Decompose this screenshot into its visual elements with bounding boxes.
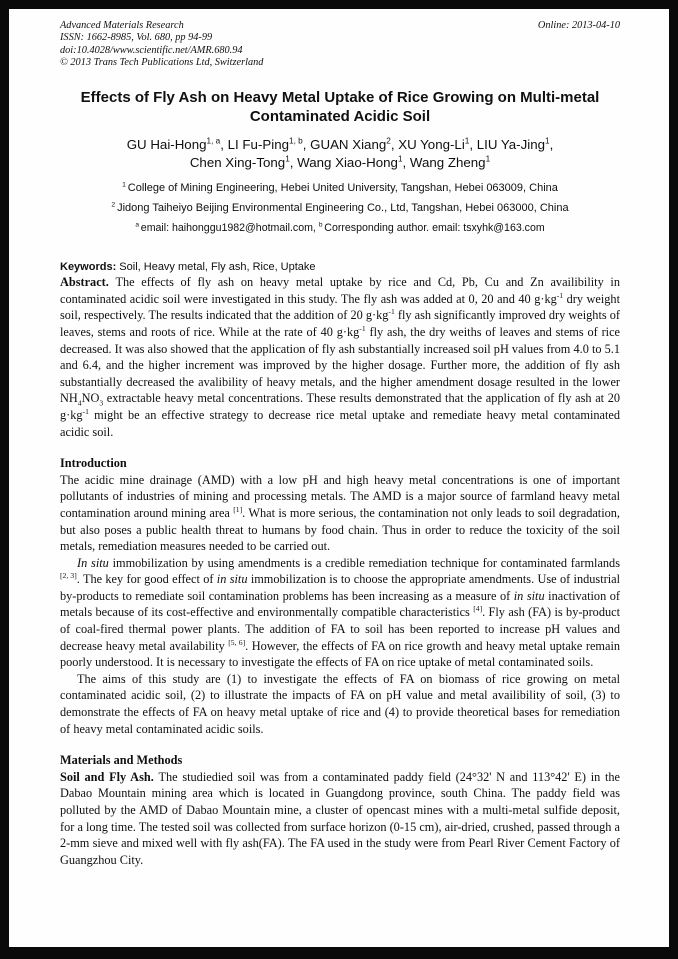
online-date: Online: 2013-04-10 <box>537 20 620 31</box>
section-heading-introduction: Introduction <box>60 456 127 471</box>
authors-block <box>60 136 620 172</box>
email-line: $^a$ email: haihonggu1982@hotmail.com, $^b$ Corresponding author. email: tsxyhk@163.com <box>135 221 545 235</box>
journal-header <box>60 20 620 69</box>
intro-paragraph-1: The acidic mine drainage (AMD) with a low pH and high heavy metal concentrations is one of important pollutants of industries of mining and processing metals. The AMD is a major source of farmland heavy metal contamination around mining area [1]. What is more serious, the contamination not only leads to soil degradation, but also poses a public health threat to humans by food chain. Thus in order to reduce the toxicity of the soil metals, remediation measures needed to be carried out. <box>60 472 620 554</box>
issn-line: ISSN: 1662-8985, Vol. 680, pp 94-99 <box>60 32 213 44</box>
affiliation-2: $^2$ Jidong Taiheiyo Beijing Environmental Engineering Co., Ltd, Tangshan, Hebei 063000, China <box>111 201 569 215</box>
affiliation-1: $^1$ College of Mining Engineering, Hebei United University, Tangshan, Hebei 063009, China <box>122 181 558 195</box>
intro-paragraph-3: The aims of this study are (1) to investigate the effects of FA on biomass of rice growing on metal contaminated acidic soil, (2) to illustrate the impacts of FA on pH value and metal availibility of soil, (3) to demonstrate the effects of FA on heavy metal uptake of rice and (4) to provide theoretical bases for remediation of heavy metal contaminated acidic soils. <box>60 671 620 736</box>
journal-name: Advanced Materials Research <box>60 20 184 31</box>
doi-line: doi:10.4028/www.scientific.net/AMR.680.94 <box>60 44 243 56</box>
materials-paragraph-1: Soil and Fly Ash. The studiedied soil was from a contaminated paddy field (24°32' N and 113°42' E) in the Dabao Mountain mining area which is located in Guangdong province, south China. The paddy field was polluted by the AMD of Dabao Mountain mine, a cluster of opencast mines with a multi-metal sulfide deposit, for a long time. The tested soil was collected from surface horizon (0-15 cm), air-dried, crushed, passed through a 2-mm sieve and mixed well with fly ash(FA). The FA used in the study were from Pearl River Cement Factory of Guangzhou City. <box>60 769 620 867</box>
intro-paragraph-2: In situ immobilization by using amendments is a credible remediation technique for contaminated farmlands [2, 3]. The key for good effect of in situ immobilization is to choose the appropriate amendments. Use of industrial by-products to remediate soil contamination problems has been increasing as a measure of in situ inactivation of metals because of its cost-effective and environmentally compatible characteristics [4]. Fly ash (FA) is by-product of coal-fired thermal power plants. The addition of FA to soil has been reported to increase pH values and decrease heavy metal availability [5, 6]. However, the effects of FA on rice growth and heavy metal uptake remain poorly understood. It is necessary to investigate the effects of FA on rice uptake of metal contaminated soils. <box>60 555 621 670</box>
copyright-line: © 2013 Trans Tech Publications Ltd, Switzerland <box>60 56 264 68</box>
section-heading-materials: Materials and Methods <box>60 753 183 768</box>
paper-page <box>9 9 669 947</box>
authors-line-2: Chen Xing-Tong$^1$, Wang Xiao-Hong$^1$, Wang Zheng$^1$ <box>189 154 491 171</box>
authors-line-1: GU Hai-Hong$^{1, a}$, LI Fu-Ping$^{1, b}$, GUAN Xiang$^2$, XU Yong-Li$^1$, LIU Ya-Jing$^1$, <box>126 136 554 153</box>
abstract-paragraph: Abstract. The effects of fly ash on heavy metal uptake by rice and Cd, Pb, Cu and Zn availibility in contaminated acidic soil were investigated in this study. The fly ash was added at 0, 20 and 40 $g\cdot kg^{-1}$ dry weight soil, respectively. The results indicated that the addition of 20 $g\cdot kg^{-1}$ fly ash significantly improved dry weights of leaves, stems and roots of rice. While at the rate of 40 $g\cdot kg^{-1}$ fly ash, the dry weiths of leaves and stems of rice decreased. It was also showed that the application of fly ash substantially increased soil pH values from 4.0 to 5.1 and 6.4, and the higher increment was improved by the higher dosage. Further more, the addition of fly ash substantially decreased the avalibility of heavy metals, and the higher amendment dosage resulted in the lower $NH_4NO_3$ extractable heavy metal concentrations. These results demonstrated that the application of fly ash at 20 $g\cdot kg^{-1}$ might be an effective strategy to decrease rice metal uptake and remediate heavy metal contaminated acidic soil. <box>60 275 620 439</box>
paper-title: Effects of Fly Ash on Heavy Metal Uptake of Rice Growing on Multi-metal Contaminated Acidic Soil <box>80 89 600 126</box>
keywords-line: Keywords: Soil, Heavy metal, Fly ash, Rice, Uptake <box>60 261 316 274</box>
